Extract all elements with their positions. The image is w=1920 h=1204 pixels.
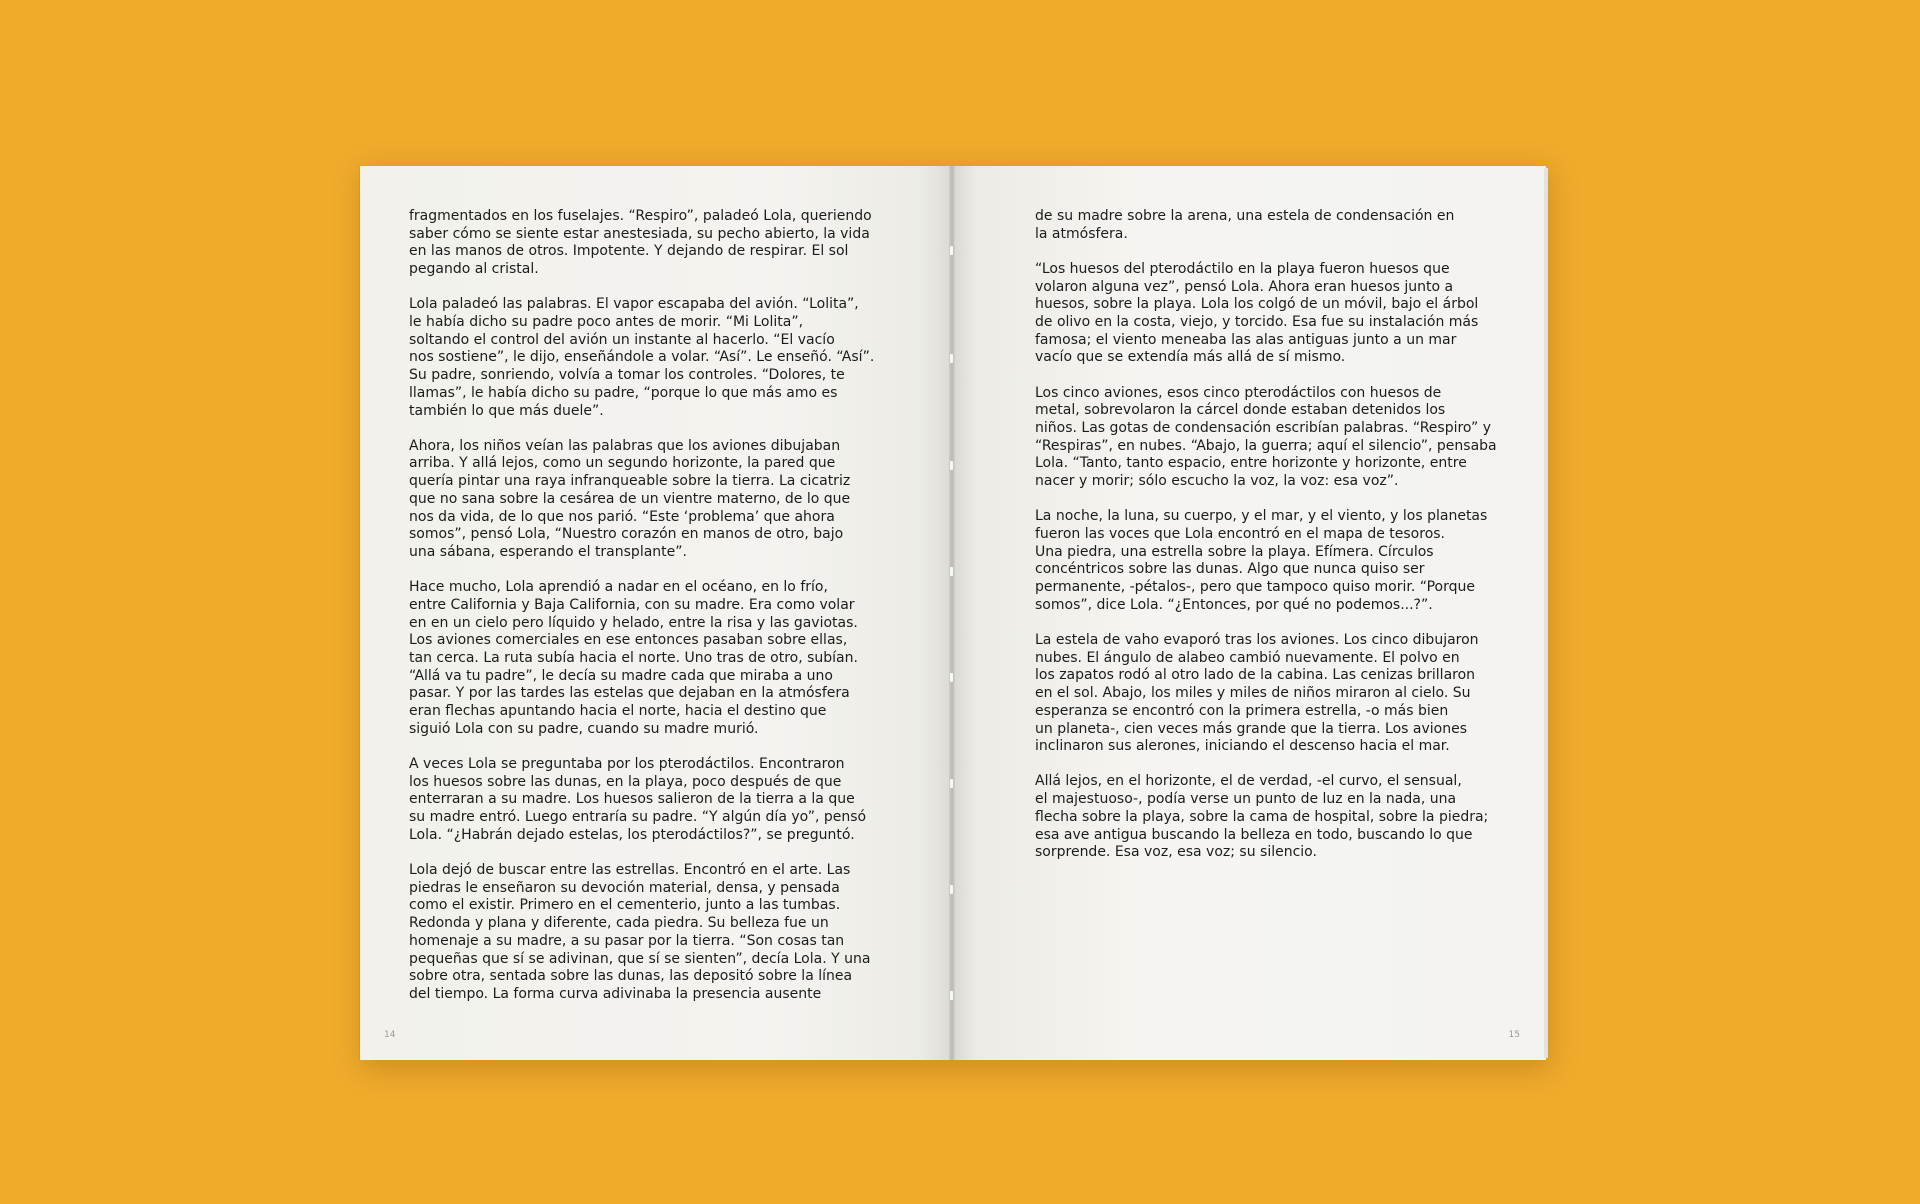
right-paragraph: Los cinco aviones, esos cinco pterodáctilos con huesos de metal, sobrevolaron la cárcel donde estaban detenidos los niños. Las gotas de condensación escribían palabras. “Respiro” y “Respiras”, en nubes. “Abajo, la guerra; aquí el silencio”, pensaba Lola. “Tanto, tanto espacio, entre horizonte y horizonte, entre nacer y morir; sólo escucho la voz, la voz: esa voz”.	[1035, 384, 1497, 490]
binding-stitch	[950, 246, 953, 255]
left-paragraph: Lola dejó de buscar entre las estrellas. Encontró en el arte. Las piedras le enseñaron su devoción material, densa, y pensada como el existir. Primero en el cementerio, junto a las tumbas. Redonda y plana y diferente, cada piedra. Su belleza fue un homenaje a su madre, a su pasar por la tierra. “Son cosas tan pequeñas que sí se adivinan, que sí se sienten”, decía Lola. Y una sobre otra, sentada sobre las dunas, las depositó sobre la línea del tiempo. La forma curva adivinaba la presencia ausente	[409, 862, 871, 1002]
left-paragraph: A veces Lola se preguntaba por los pterodáctilos. Encontraron los huesos sobre las dunas, en la playa, poco después de que enterraran a su madre. Los huesos salieron de la tierra a la que su madre entró. Luego entraría su padre. “Y algún día yo”, pensó Lola. “¿Habrán dejado estelas, los pterodáctilos?”, se preguntó.	[409, 755, 867, 843]
left-paragraph: fragmentados en los fuselajes. “Respiro”, paladeó Lola, queriendo saber cómo se siente estar anestesiada, su pecho abierto, la vida en las manos de otros. Impotente. Y dejando de respirar. El sol pegando al cristal.	[409, 208, 872, 278]
right-paragraph: de su madre sobre la arena, una estela de condensación en la atmósfera.	[1035, 208, 1455, 242]
left-paragraph: Hace mucho, Lola aprendió a nadar en el océano, en lo frío, entre California y Baja California, con su madre. Era como volar en en un cielo pero líquido y helado, entre la risa y las gaviotas. Los aviones comerciales en ese entonces pasaban sobre ellas, tan cerca. La ruta subía hacia el norte. Uno tras de otro, subían. “Allá va tu padre”, le decía su madre cada que miraba a uno pasar. Y por las tardes las estelas que dejaban en la atmósfera eran flechas apuntando hacia el norte, hacia el destino que siguió Lola con su padre, cuando su madre murió.	[409, 579, 858, 737]
right-paragraph: Allá lejos, en el horizonte, el de verdad, -el curvo, el sensual, el majestuoso-, podía verse un punto de luz en la nada, una flecha sobre la playa, sobre la cama de hospital, sobre la piedra; esa ave antigua buscando la belleza en todo, buscando lo que sorprende. Esa voz, esa voz; su silencio.	[1035, 773, 1489, 861]
left-paragraph: Ahora, los niños veían las palabras que los aviones dibujaban arriba. Y allá lejos, como un segundo horizonte, la pared que quería pintar una raya infranqueable sobre la tierra. La cicatriz que no sana sobre la cesárea de un vientre materno, de lo que nos da vida, de lo que nos parió. “Este ‘problema’ que ahora somos”, pensó Lola, “Nuestro corazón en manos de otro, bajo una sábana, esperando el transplante”.	[409, 437, 851, 560]
left-page	[360, 166, 951, 1060]
right-paragraph: La estela de vaho evaporó tras los aviones. Los cinco dibujaron nubes. El ángulo de alabeo cambió nuevamente. El polvo en los zapatos rodó al otro lado de la cabina. Las cenizas brillaron en el sol. Abajo, los miles y miles de niños miraron al cielo. Su esperanza se encontró con la primera estrella, -o más bien un planeta-, cien veces más grande que la tierra. Los aviones inclinaron sus alerones, iniciando el descenso hacia el mar.	[1035, 632, 1479, 755]
left-page-number: 14	[384, 1030, 396, 1040]
right-page-text	[1035, 208, 1505, 880]
right-paragraph: La noche, la luna, su cuerpo, y el mar, y el viento, y los planetas fueron las voces que Lola encontró en el mapa de tesoros. Una piedra, una estrella sobre la playa. Efímera. Círculos concéntricos sobre las dunas. Algo que nunca quiso ser permanente, -pétalos-, pero que tampoco quiso morir. “Porque somos”, dice Lola. “¿Entonces, por qué no podemos...?”.	[1035, 508, 1488, 613]
binding-stitch	[950, 567, 953, 576]
right-page-number: 15	[1508, 1030, 1520, 1040]
page-edge	[1544, 168, 1548, 1058]
book-spine-gutter	[949, 166, 955, 1060]
binding-stitch	[950, 673, 953, 682]
right-paragraph: “Los huesos del pterodáctilo en la playa fueron huesos que volaron alguna vez”, pensó Lola. Ahora eran huesos junto a huesos, sobre la playa. Lola los colgó de un móvil, bajo el árbol de olivo en la costa, viejo, y torcido. Esa fue su instalación más famosa; el viento meneaba las alas antiguas junto a un mar vacío que se extendía más allá de sí mismo.	[1035, 260, 1479, 366]
binding-stitch	[950, 461, 953, 470]
binding-stitch	[950, 991, 953, 1000]
binding-stitch	[950, 354, 953, 363]
binding-stitch	[950, 885, 953, 894]
left-paragraph: Lola paladeó las palabras. El vapor escapaba del avión. “Lolita”, le había dicho su padre poco antes de morir. “Mi Lolita”, soltando el control del avión un instante al hacerlo. “El vacío nos sostiene”, le dijo, enseñándole a volar. “Así”. Le enseñó. “Así”. Su padre, sonriendo, volvía a tomar los controles. “Dolores, te llamas”, le había dicho su padre, “porque lo que más amo es también lo que más duele”.	[409, 296, 875, 419]
right-page	[953, 166, 1546, 1060]
left-page-text	[409, 208, 881, 1021]
binding-stitch	[950, 779, 953, 788]
